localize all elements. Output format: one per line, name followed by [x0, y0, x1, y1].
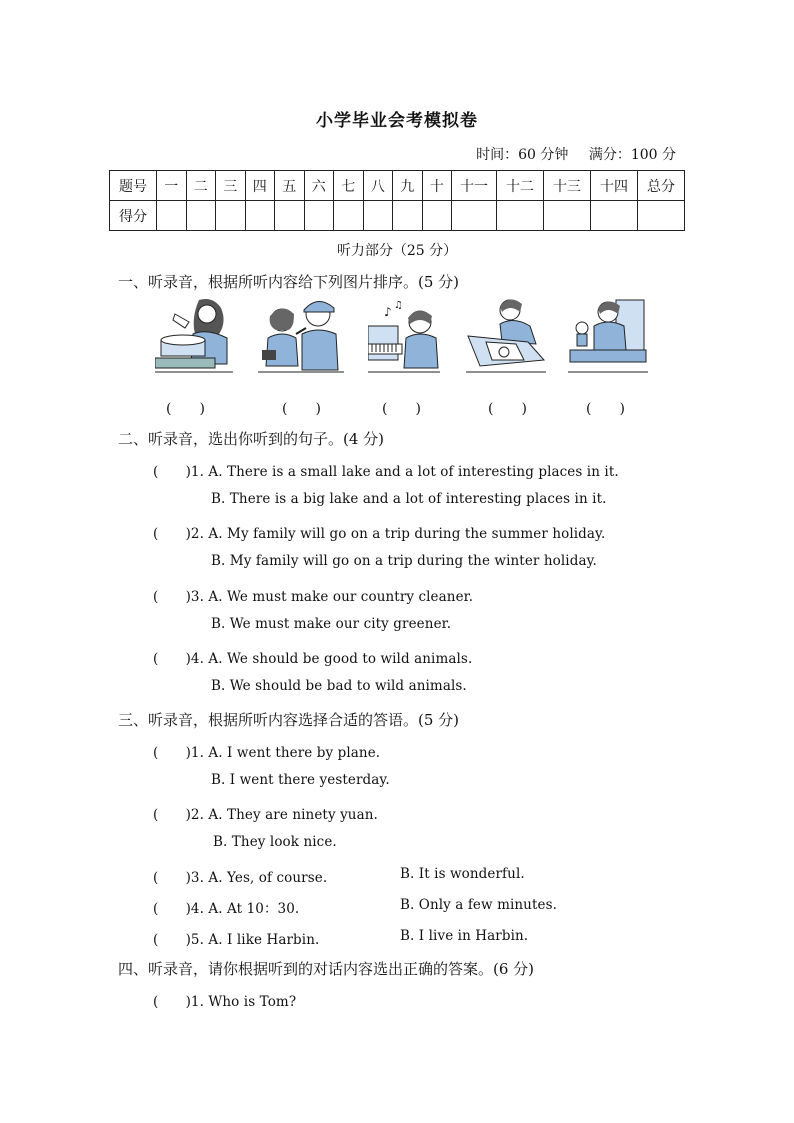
section-1-title: 一、听录音，根据所听内容给下列图片排序。(5 分): [118, 273, 460, 291]
section-4-title: 四、听录音，请你根据听到的对话内容选出正确的答案。(6 分): [118, 960, 535, 978]
score-header-cell: 二: [186, 171, 216, 201]
score-cell[interactable]: [393, 201, 423, 231]
score-header-cell: 十: [422, 171, 452, 201]
making-toys-illustration: [568, 294, 648, 374]
score-header-cell: 九: [393, 171, 423, 201]
score-cell[interactable]: [422, 201, 452, 231]
score-table-header-row: [110, 171, 685, 201]
s3-question-3-option-a: ( )3. A. Yes, of course.: [153, 870, 328, 886]
score-header-cell: 十二: [497, 171, 544, 201]
playing-piano-illustration: [368, 294, 440, 374]
s2-question-2-option-b: B. My family will go on a trip during the winter holiday.: [211, 553, 597, 569]
s3-question-4-option-a: ( )4. A. At 10：30.: [153, 901, 300, 917]
score-cell[interactable]: [363, 201, 393, 231]
score-cell[interactable]: [334, 201, 364, 231]
s3-question-2-option-b: B. They look nice.: [213, 834, 337, 850]
s3-question-1-option-a: ( )1. A. I went there by plane.: [153, 745, 381, 761]
s4-question-1: ( )1. Who is Tom?: [153, 994, 297, 1010]
s3-question-5-option-b: B. I live in Harbin.: [400, 928, 529, 944]
drawing-picture-illustration: [466, 294, 546, 374]
score-header-cell: 六: [304, 171, 334, 201]
score-cell[interactable]: [216, 201, 246, 231]
s3-question-4-option-b: B. Only a few minutes.: [400, 897, 558, 913]
score-header-cell: 一: [157, 171, 187, 201]
score-row-label: 得分: [110, 201, 157, 231]
score-header-cell: 三: [216, 171, 246, 201]
picture-2-answer-blank[interactable]: ( ): [282, 401, 321, 417]
score-header-cell: 五: [275, 171, 305, 201]
exam-full-score: 满分：100 分: [588, 147, 676, 163]
reporter-interview-illustration: [258, 294, 344, 374]
s2-question-2-option-a: ( )2. A. My family will go on a trip during the summer holiday.: [153, 526, 606, 542]
picture-4-answer-blank[interactable]: ( ): [488, 401, 527, 417]
section-2-title: 二、听录音，选出你听到的句子。(4 分): [118, 430, 385, 448]
picture-3-answer-blank[interactable]: ( ): [382, 401, 421, 417]
s2-question-1-option-b: B. There is a big lake and a lot of interesting places in it.: [211, 491, 607, 507]
score-cell[interactable]: [245, 201, 275, 231]
s3-question-5-option-a: ( )5. A. I like Harbin.: [153, 932, 320, 948]
baking-cake-illustration: [155, 294, 233, 374]
score-header-cell: 七: [334, 171, 364, 201]
score-header-cell: 八: [363, 171, 393, 201]
score-cell[interactable]: [452, 201, 497, 231]
svg-text:♫: ♫: [394, 300, 403, 311]
s2-question-4-option-b: B. We should be bad to wild animals.: [211, 678, 467, 694]
picture-5-answer-blank[interactable]: ( ): [586, 401, 625, 417]
score-header-cell: 题号: [110, 171, 157, 201]
s2-question-4-option-a: ( )4. A. We should be good to wild animals.: [153, 651, 473, 667]
picture-1-answer-blank[interactable]: ( ): [166, 401, 205, 417]
score-table-score-row: [110, 201, 685, 231]
score-header-cell: 总分: [638, 171, 685, 201]
score-header-cell: 十四: [591, 171, 638, 201]
score-cell[interactable]: [591, 201, 638, 231]
score-cell[interactable]: [304, 201, 334, 231]
s3-question-3-option-b: B. It is wonderful.: [400, 866, 525, 882]
page-title: 小学毕业会考模拟卷: [316, 111, 478, 131]
score-cell[interactable]: [544, 201, 591, 231]
score-cell[interactable]: [275, 201, 305, 231]
exam-time: 时间：60 分钟: [476, 147, 569, 163]
s3-question-2-option-a: ( )2. A. They are ninety yuan.: [153, 807, 378, 823]
exam-meta: [460, 144, 676, 164]
s2-question-3-option-b: B. We must make our city greener.: [211, 616, 452, 632]
listening-header: 听力部分（25 分）: [336, 243, 458, 259]
score-cell[interactable]: [157, 201, 187, 231]
score-cell[interactable]: [497, 201, 544, 231]
section-3-title: 三、听录音，根据所听内容选择合适的答语。(5 分): [118, 711, 460, 729]
score-table: [109, 170, 685, 231]
score-header-cell: 十一: [452, 171, 497, 201]
svg-text:♪: ♪: [384, 305, 392, 319]
score-header-cell: 十三: [544, 171, 591, 201]
score-cell[interactable]: [186, 201, 216, 231]
s2-question-3-option-a: ( )3. A. We must make our country cleaner.: [153, 589, 474, 605]
s2-question-1-option-a: ( )1. A. There is a small lake and a lot of interesting places in it.: [153, 464, 619, 480]
score-cell[interactable]: [638, 201, 685, 231]
score-header-cell: 四: [245, 171, 275, 201]
s3-question-1-option-b: B. I went there yesterday.: [211, 772, 390, 788]
